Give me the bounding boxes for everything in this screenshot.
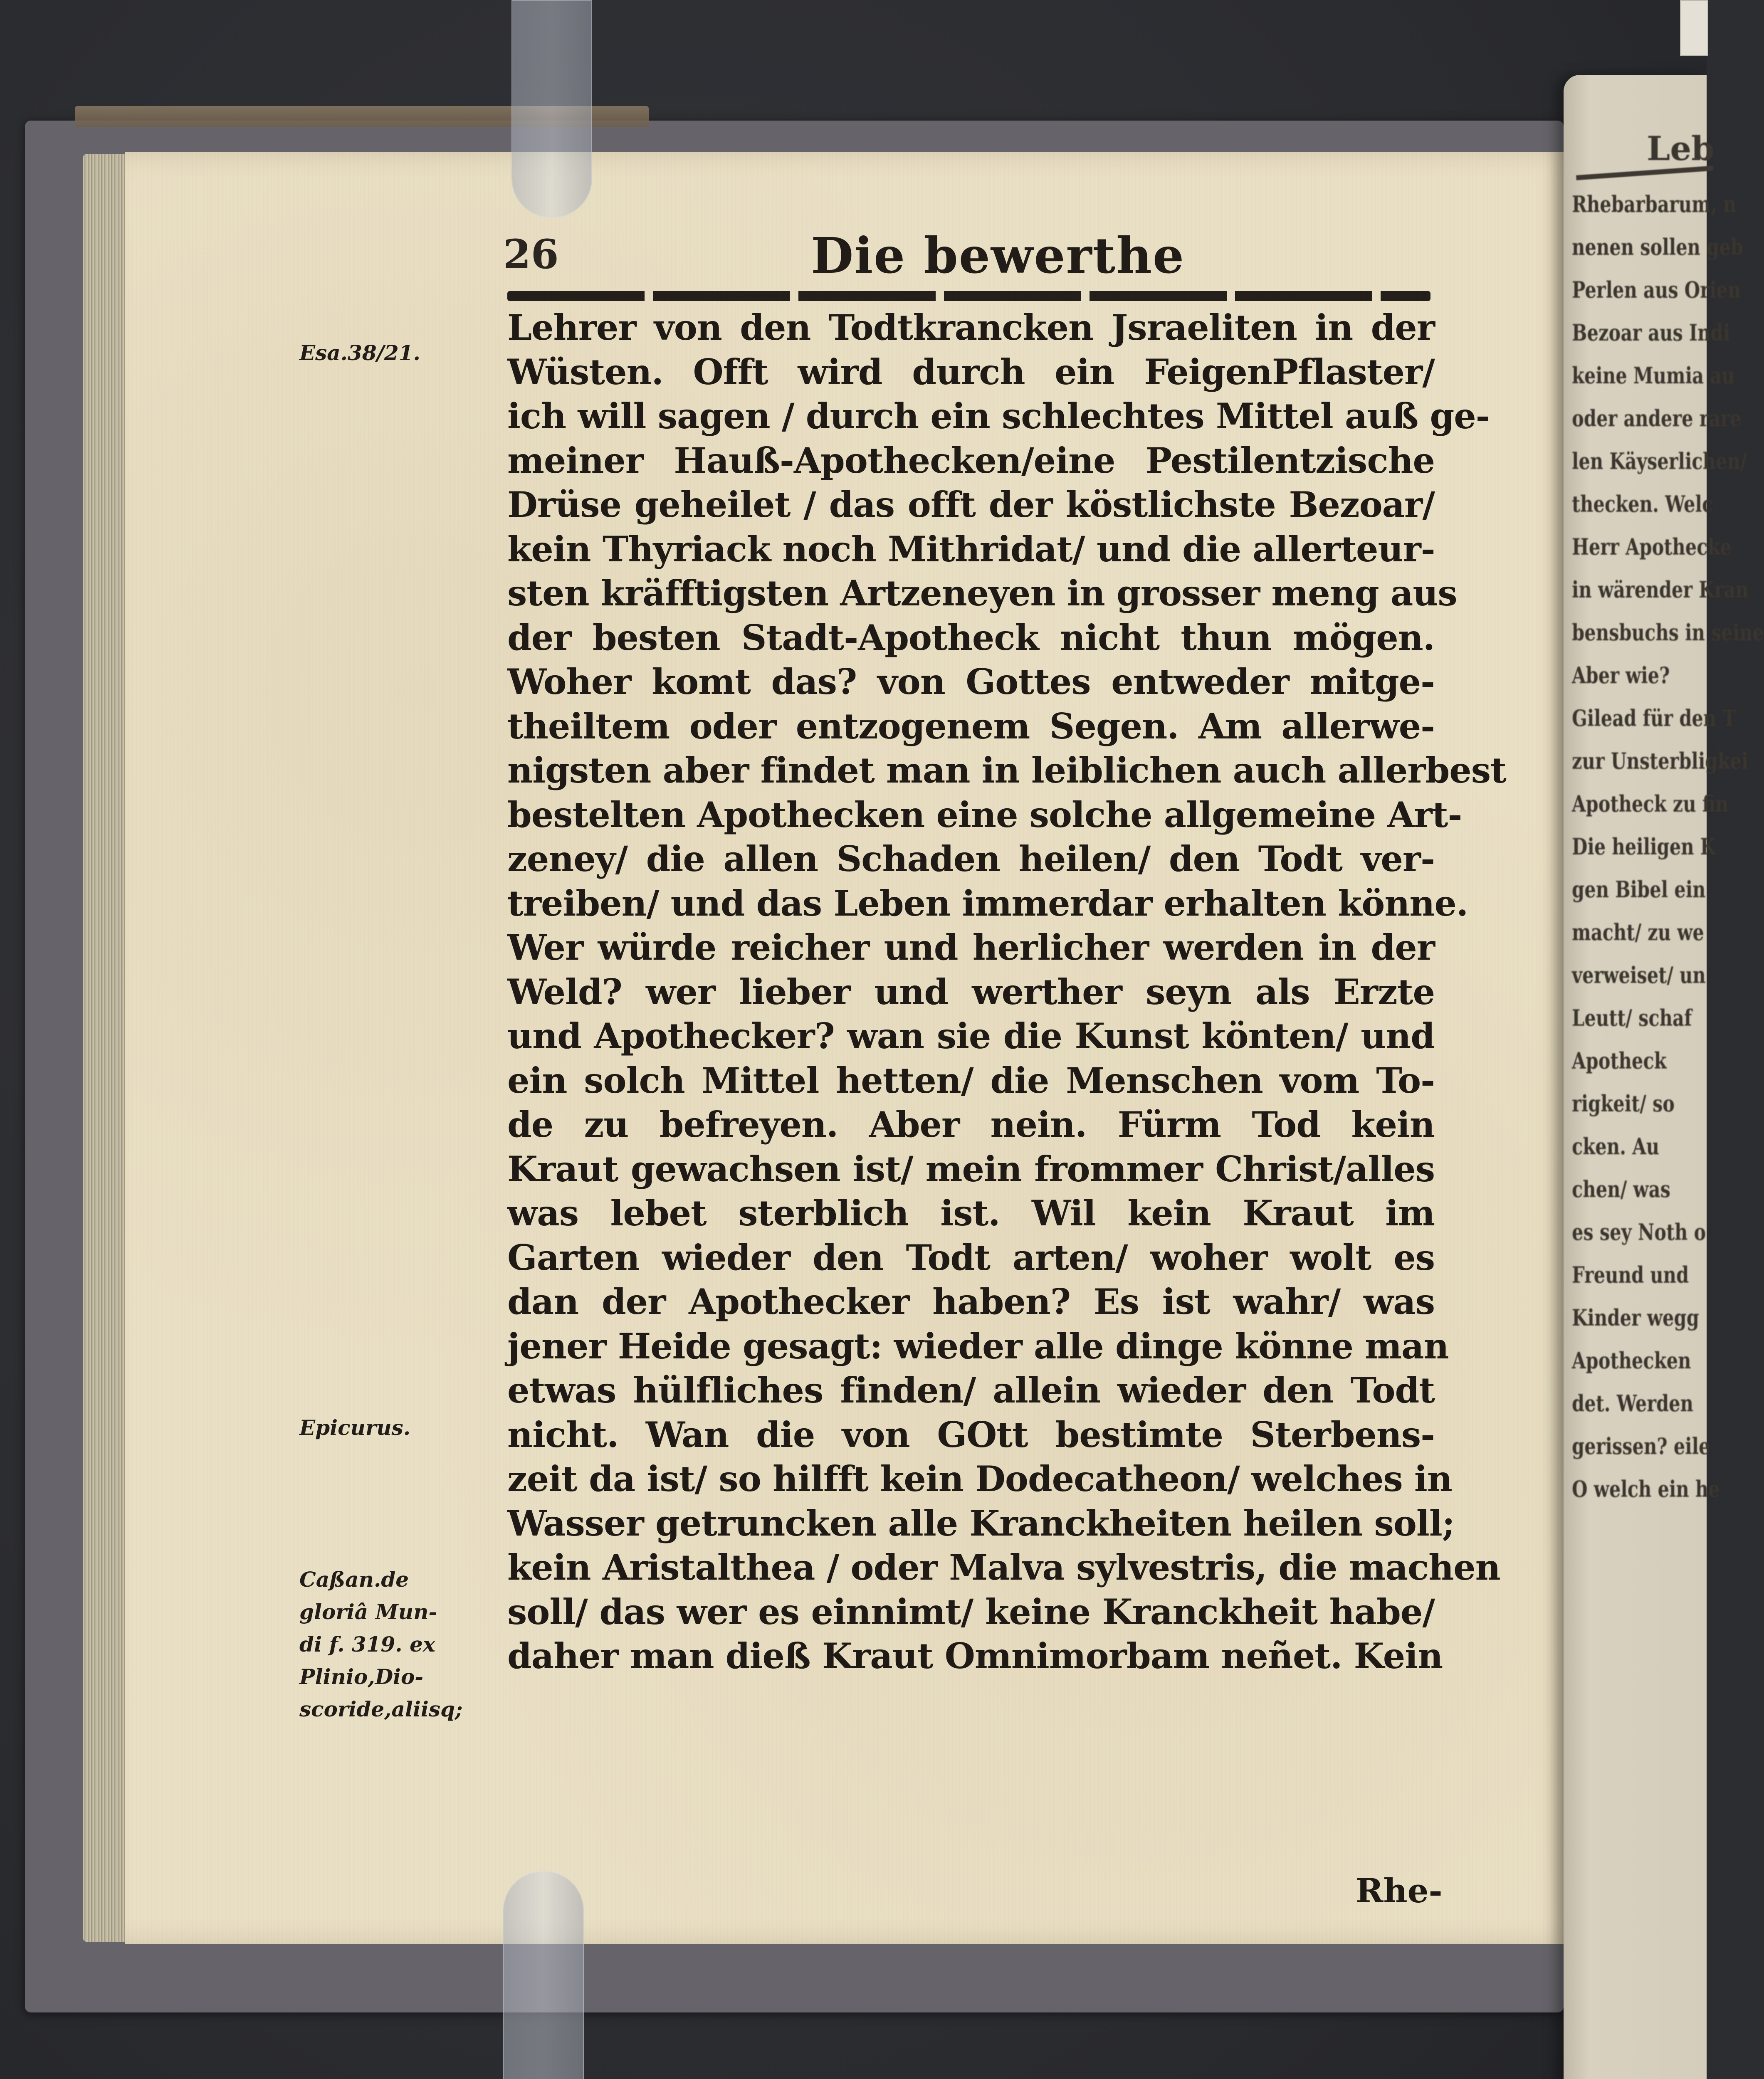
facing-text-line: Apothecken (1572, 1347, 1691, 1374)
text-line: Drüse geheilet / das offt der köstlichste Bezoar/ (507, 484, 1435, 525)
running-head (503, 227, 1439, 289)
text-line: kein Thyriack noch Mithridat/ und die allerteur- (507, 528, 1435, 570)
facing-head-rule (1576, 166, 1713, 180)
facing-text-line: oder andere rare (1572, 405, 1742, 432)
page-number: 26 (503, 231, 559, 278)
facing-text-line: gen Bibel ein (1572, 876, 1706, 903)
text-line: nigsten aber findet man in leiblichen auch allerbest (507, 750, 1506, 791)
facing-text-line: zur Unsterbligkei (1572, 748, 1749, 774)
text-line: Wer würde reicher und herlicher werden in der (507, 927, 1435, 968)
facing-text-line: keine Mumia au (1572, 362, 1735, 389)
text-line: etwas hülfliches finden/ allein wieder den Todt (507, 1370, 1435, 1411)
facing-text-line: Apotheck zu fin (1572, 790, 1729, 817)
facing-text-line: nenen sollen geb (1572, 234, 1744, 260)
text-line: der besten Stadt-Apotheck nicht thun mögen. (507, 617, 1435, 658)
facing-text-line: verweiset/ un (1572, 962, 1706, 988)
facing-text-line: cken. Au (1572, 1133, 1660, 1160)
margin-note-line: scoride,aliisq; (299, 1697, 463, 1721)
text-line: meiner Hauß-Apothecken/eine Pestilentzische (507, 440, 1435, 481)
text-line: Woher komt das? von Gottes entweder mitge- (507, 661, 1435, 702)
page-edges (83, 154, 129, 1942)
margin-note-line: di f. 319. ex (299, 1632, 435, 1657)
facing-text-line: Perlen aus Orien (1572, 277, 1741, 303)
facing-text-line: macht/ zu we (1572, 919, 1704, 946)
facing-text (1572, 183, 1764, 1511)
text-line: ein solch Mittel hetten/ die Menschen vom To- (507, 1059, 1435, 1101)
running-head-title: Die bewerthe (811, 227, 1185, 284)
facing-text-line: bensbuchs in seine (1572, 619, 1764, 646)
facing-running-head: Leb (1647, 129, 1715, 168)
facing-text-line: Die heiligen K (1572, 833, 1716, 860)
facing-text-line: Leutt/ schaf (1572, 1005, 1692, 1031)
facing-text-line: Aber wie? (1572, 662, 1670, 689)
facing-text-line: O welch ein he (1572, 1476, 1720, 1502)
facing-text-line: Freund und (1572, 1262, 1689, 1288)
facing-text-line: gerissen? eile (1572, 1433, 1710, 1459)
facing-text-line: rigkeit/ so (1572, 1090, 1675, 1117)
text-line: Kraut gewachsen ist/ mein frommer Christ/alles (507, 1148, 1435, 1190)
text-line: bestelten Apothecken eine solche allgemeine Art- (507, 794, 1462, 835)
text-line: jener Heide gesagt: wieder alle dinge könne man (507, 1325, 1449, 1367)
facing-text-line: chen/ was (1572, 1176, 1670, 1202)
text-line: und Apothecker? wan sie die Kunst könten/ und (507, 1015, 1435, 1057)
text-line: Lehrer von den Todtkrancken Jsraeliten in der (507, 307, 1435, 348)
margin-note-line: Plinio,Dio- (299, 1664, 424, 1689)
catchword: Rhe- (1356, 1871, 1443, 1910)
text-line: soll/ das wer es einnimt/ keine Kranckheit habe/ (507, 1591, 1435, 1632)
margin-note-cassan (299, 1563, 462, 1726)
text-line: treiben/ und das Leben immerdar erhalten könne. (507, 882, 1468, 924)
facing-text-line: Gilead für den T (1572, 705, 1736, 731)
text-line: zeney/ die allen Schaden heilen/ den Todt ver- (507, 838, 1435, 879)
margin-note-esa: Esa.38/21. (299, 341, 420, 365)
head-rule (507, 291, 1430, 301)
margin-note-epicurus: Epicurus. (299, 1415, 411, 1440)
text-line: Wüsten. Offt wird durch ein FeigenPflaster/ (507, 351, 1435, 393)
margin-note-line: Caßan.de (299, 1567, 409, 1592)
facing-text-line: thecken. Welc (1572, 491, 1713, 517)
facing-page (1564, 75, 1764, 2079)
facing-text-line: Rhebarbarum, n (1572, 191, 1737, 217)
text-line: de zu befreyen. Aber nein. Fürm Tod kein (507, 1104, 1435, 1145)
shelf-label (1680, 0, 1708, 56)
page-clip-bottom (503, 1871, 584, 2079)
facing-text-line: in wärender Kran (1572, 576, 1749, 603)
text-line: kein Aristalthea / oder Malva sylvestris, die machen (507, 1547, 1500, 1588)
facing-text-line: det. Werden (1572, 1390, 1694, 1417)
text-line: ich will sagen / durch ein schlechtes Mittel auß ge- (507, 395, 1490, 437)
page-clip-top (511, 0, 592, 218)
text-line: sten kräfftigsten Artzeneyen in grosser meng aus (507, 573, 1457, 614)
facing-text-line: Bezoar aus Indi (1572, 319, 1730, 346)
text-line: was lebet sterblich ist. Wil kein Kraut im (507, 1193, 1435, 1234)
text-line: dan der Apothecker haben? Es ist wahr/ was (507, 1281, 1435, 1322)
text-line: Wasser getruncken alle Kranckheiten heilen soll; (507, 1502, 1455, 1544)
facing-text-line: Kinder wegg (1572, 1304, 1699, 1331)
body-text (507, 306, 1506, 1679)
facing-text-line: es sey Noth o (1572, 1219, 1706, 1245)
facing-text-line: Herr Apothecke (1572, 533, 1732, 560)
text-line: Weld? wer lieber und werther seyn als Erzte (507, 971, 1435, 1012)
facing-text-line: Apotheck (1572, 1047, 1667, 1074)
text-line: theiltem oder entzogenem Segen. Am allerwe- (507, 705, 1435, 747)
text-line: nicht. Wan die von GOtt bestimte Sterbens- (507, 1414, 1435, 1455)
text-line: zeit da ist/ so hilfft kein Dodecatheon/ welches in (507, 1458, 1452, 1499)
margin-note-line: gloriâ Mun- (299, 1600, 437, 1624)
text-line: daher man dieß Kraut Omnimorbam neñet. Kein (507, 1635, 1443, 1677)
facing-text-line: len Käyserlichen/ (1572, 448, 1747, 474)
text-line: Garten wieder den Todt arten/ woher wolt es (507, 1237, 1435, 1278)
